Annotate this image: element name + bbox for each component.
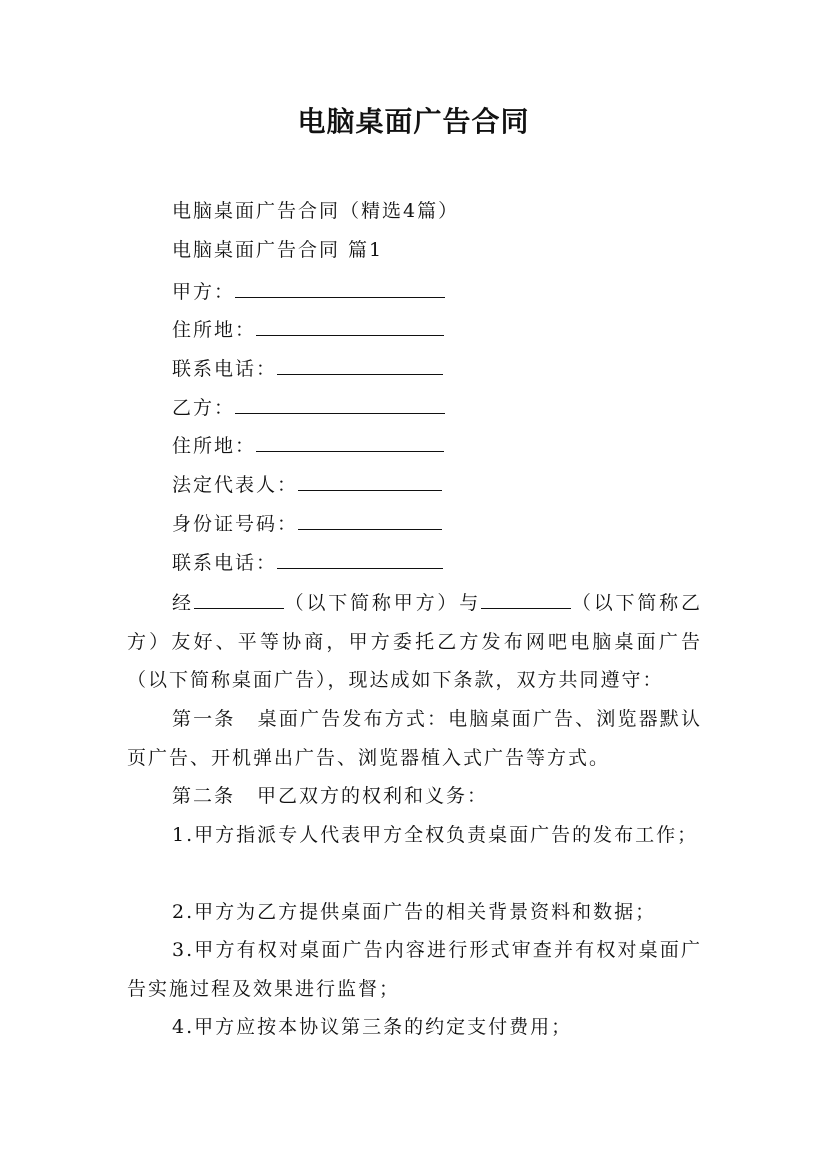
blank-line [277,546,443,569]
blank-line [481,586,571,609]
field-party-a-phone [172,352,443,384]
document-subtitle: 电脑桌面广告合同（精选4篇） [172,200,460,222]
article-2 [127,777,702,816]
blank-line [298,468,442,491]
field-label: 法定代表人： [172,474,299,496]
intro-text: （以下简称甲方）与 [283,592,482,614]
field-label: 身份证号码： [172,513,299,535]
field-party-b-phone [172,546,443,578]
field-label: 住所地： [172,319,257,341]
list-item: 3.甲方有权对桌面广告内容进行形式审查并有权对桌面广告实施过程及效果进行监督； [127,939,702,1000]
blank-line [256,429,444,452]
article-text: 桌面广告发布方式：电脑桌面广告、浏览器默认页广告、开机弹出广告、浏览器植入式广告等方式。 [127,708,702,769]
section-heading: 电脑桌面广告合同 篇1 [172,239,384,261]
list-item: 1.甲方指派专人代表甲方全权负责桌面广告的发布工作； [172,824,699,846]
article-1 [127,700,702,777]
document-title: 电脑桌面广告合同 [297,105,530,138]
field-legal-representative [172,468,442,500]
field-id-number [172,507,442,539]
field-party-a-address [172,313,444,345]
field-label: 联系电话： [172,358,278,380]
intro-text: （以下简称乙方）友好、平等协商，甲方委托乙方发布网吧电脑桌面广告（以下简称桌面广告），现达成如下条款，双方共同遵守： [127,592,702,691]
list-item: 2.甲方为乙方提供桌面广告的相关背景资料和数据； [172,901,657,923]
intro-text: 经 [172,592,194,614]
field-label: 甲方： [172,281,236,303]
field-party-b-address [172,429,444,461]
blank-line [235,275,445,298]
article-heading: 第二条 [172,785,236,807]
blank-line [298,507,442,530]
field-party-a [172,275,445,307]
field-label: 住所地： [172,435,257,457]
field-label: 乙方： [172,397,236,419]
blank-line [194,586,284,609]
field-label: 联系电话： [172,552,278,574]
article-heading: 第一条 [172,708,236,730]
blank-line [256,313,444,336]
list-item: 4.甲方应按本协议第三条的约定支付费用； [172,1016,573,1038]
article-text: 甲乙双方的权利和义务： [257,785,489,807]
blank-line [235,391,445,414]
field-party-b [172,391,445,423]
intro-paragraph [127,584,702,700]
blank-line [277,352,443,375]
